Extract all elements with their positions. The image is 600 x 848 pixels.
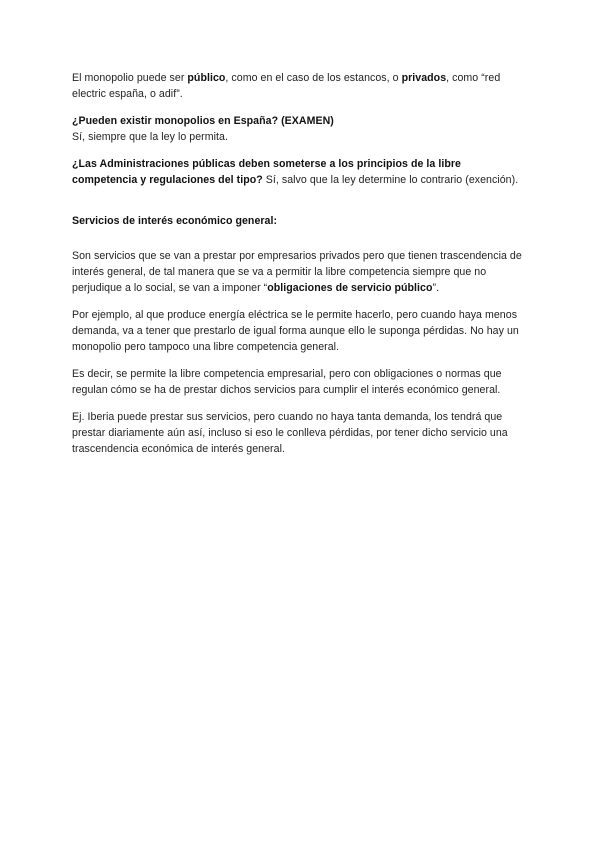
definition-bold-obligaciones: obligaciones de servicio público	[267, 282, 433, 294]
definition-text-2: ”.	[432, 282, 440, 294]
intro-text-1: El monopolio puede ser	[72, 72, 188, 84]
question-administraciones-heading: ¿Las Administraciones públicas deben someterse a los principios de la libre competencia y regulaciones del tipo?	[72, 158, 461, 186]
question-monopolios-heading: ¿Pueden existir monopolios en España? (EXAMEN)	[72, 115, 334, 127]
definition-paragraph	[72, 248, 528, 296]
example-paragraph: Por ejemplo, al que produce energía eléctrica se le permite hacerlo, pero cuando haya menos demanda, va a tener que prestarlo de igual forma aunque ello le suponga pérdidas. No hay un monopolio pero tampoco una libre competencia general.	[72, 309, 519, 353]
intro-bold-privados: privados	[401, 72, 447, 84]
question-administraciones-answer: Sí, salvo que la ley determine lo contrario (exención).	[262, 174, 519, 186]
intro-bold-publico: público	[187, 72, 226, 84]
iberia-example-paragraph: Ej. Iberia puede prestar sus servicios, pero cuando no haya tanta demanda, los tendrá que prestar diariamente aún así, incluso si eso le conlleva pérdidas, por tener dicho servicio una trascendencia económica de interés general.	[72, 411, 508, 455]
question-monopolios-answer: Sí, siempre que la ley lo permita.	[72, 131, 228, 143]
intro-paragraph	[72, 70, 528, 102]
intro-text-2: , como en el caso de los estancos, o	[225, 72, 402, 84]
question-administraciones-paragraph	[72, 156, 528, 188]
definition-text-1: Son servicios que se van a prestar por empresarios privados pero que tienen trascendencia de interés general, de tal manera que se va a permitir la libre competencia siempre que no perjudique a lo social, se van a imponer “	[72, 250, 522, 294]
intro-text-3: , como “red electric españa, o adif”.	[72, 72, 501, 100]
document-page	[72, 70, 528, 457]
section-title: Servicios de interés económico general:	[72, 215, 278, 227]
clarification-paragraph: Es decir, se permite la libre competencia empresarial, pero con obligaciones o normas que regulan cómo se ha de prestar dichos servicios para cumplir el interés económico general.	[72, 368, 502, 396]
